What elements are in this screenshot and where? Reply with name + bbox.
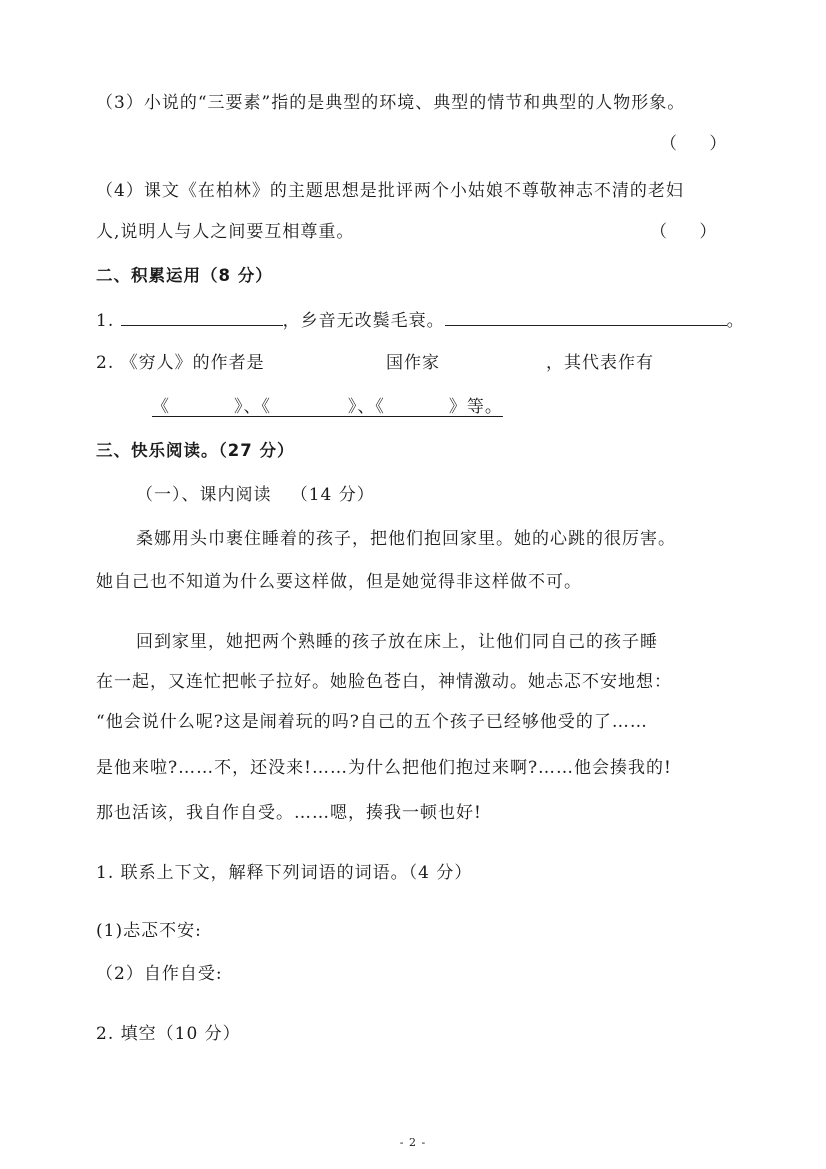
- section2-q1: [96, 309, 745, 332]
- passage-para1-line1: 桑娜用头巾裹住睡着的孩子，把他们抱回家里。她的心跳的很厉害。: [136, 529, 676, 549]
- judge-q4-line1: （4）课文《在柏林》的主题思想是批评两个小姑娘不尊敬神志不清的老妇: [96, 181, 684, 201]
- reading-q2: 2. 填空（10 分）: [96, 1024, 241, 1044]
- section3-title: 三、快乐阅读。（27 分）: [96, 441, 295, 460]
- section2-q2-part2: 国作家: [386, 353, 440, 373]
- judge-q3-answer-paren[interactable]: （ ）: [660, 134, 727, 154]
- reading-q1-2: （2）自作自受:: [96, 964, 223, 984]
- section2-q1-prefix: 1.: [96, 311, 115, 331]
- section2-q1-blank-1[interactable]: [121, 309, 283, 326]
- judge-q4-line2: 人,说明人与人之间要互相尊重。: [96, 222, 355, 242]
- passage-para2-line2: 在一起，又连忙把帐子拉好。她脸色苍白，神情激动。她忐忑不安地想：: [96, 672, 672, 692]
- section2-q1-suffix: 。: [726, 311, 745, 331]
- passage-para2-line5: 那也活该，我自作自受。……嗯，揍我一顿也好!: [96, 803, 482, 823]
- section2-q2-works-blanks[interactable]: 《 》、《 》、《 》等。: [152, 397, 503, 417]
- passage-para2-line1: 回到家里，她把两个熟睡的孩子放在床上，让他们同自己的孩子睡: [136, 632, 658, 652]
- page-number: - 2 -: [399, 1136, 427, 1149]
- passage-para1-line2: 她自己也不知道为什么要这样做，但是她觉得非这样做不可。: [96, 572, 582, 592]
- reading-q1: 1. 联系上下文，解释下列词语的词语。（4 分）: [96, 863, 473, 883]
- judge-q4-answer-paren[interactable]: （ ）: [650, 222, 717, 242]
- section3-subtitle: （一）、课内阅读 （14 分）: [136, 485, 375, 505]
- reading-q1-1: (1)忐忑不安:: [96, 921, 202, 941]
- section2-q1-middle: ，乡音无改鬓毛衰。: [282, 311, 445, 331]
- section2-q1-blank-2[interactable]: [445, 309, 727, 326]
- section2-q2-part1: 2. 《穷人》的作者是: [96, 353, 265, 373]
- judge-q3: （3）小说的“三要素”指的是典型的环境、典型的情节和典型的人物形象。: [96, 93, 686, 113]
- section2-title: 二、积累运用（8 分）: [96, 266, 273, 285]
- section2-q2-part3: ，其代表作有: [546, 353, 654, 373]
- passage-para2-line3: “他会说什么呢?这是闹着玩的吗?自己的五个孩子已经够他受的了……: [96, 712, 648, 732]
- passage-para2-line4: 是他来啦?……不，还没来!……为什么把他们抱过来啊?……他会揍我的!: [96, 758, 672, 778]
